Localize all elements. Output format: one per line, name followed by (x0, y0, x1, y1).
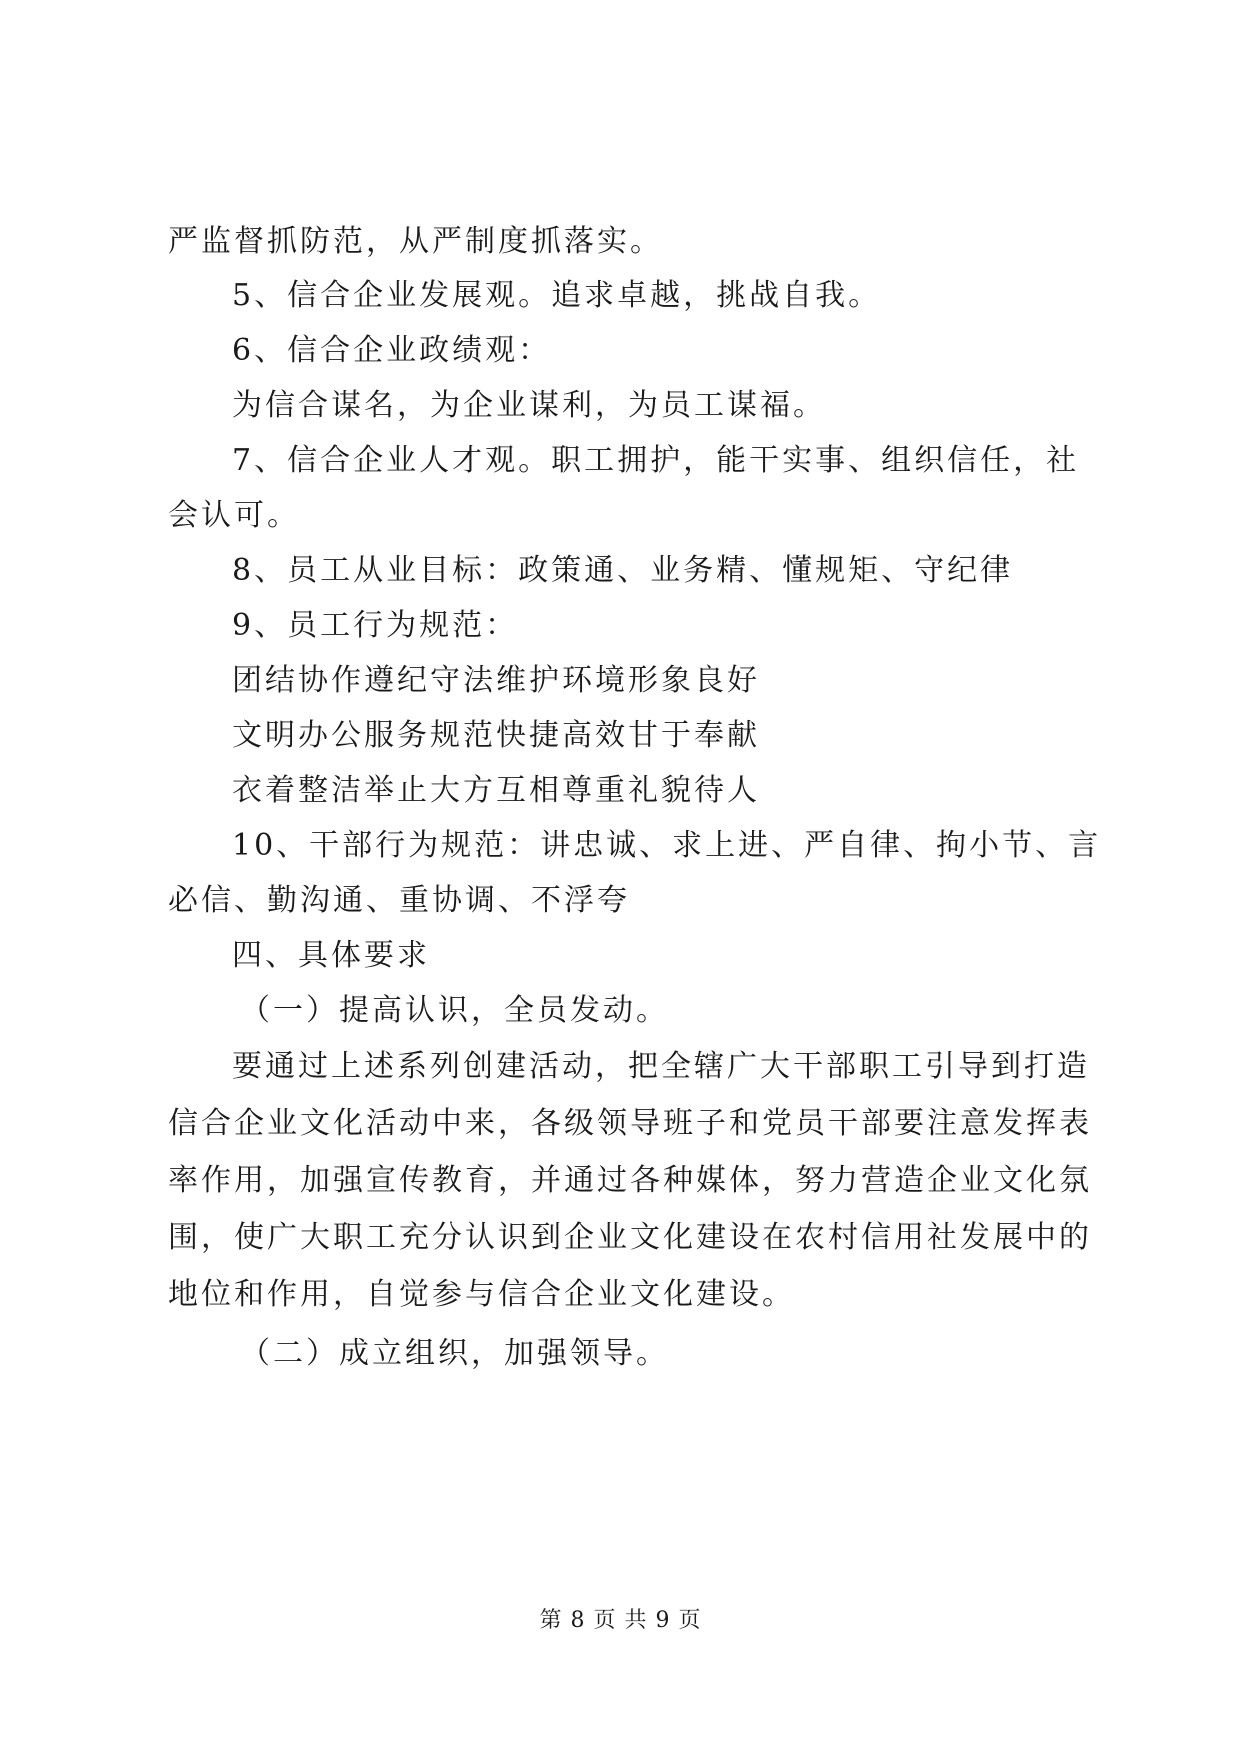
text-line-2: 5、信合企业发展观。追求卓越，挑战自我。 (232, 278, 882, 313)
text-line-5: 7、信合企业人才观。职工拥护，能干实事、组织信任，社 (232, 443, 1080, 478)
text-line-15: （一）提高认识，全员发动。 (240, 993, 669, 1028)
text-line-18: 率作用，加强宣传教育，并通过各种媒体，努力营造企业文化氛 (168, 1163, 1092, 1198)
text-line-12: 10、干部行为规范：讲忠诚、求上进、严自律、拘小节、言 (232, 828, 1102, 863)
text-line-13: 必信、勤沟通、重协调、不浮夸 (168, 883, 630, 918)
text-line-17: 信合企业文化活动中来，各级领导班子和党员干部要注意发挥表 (168, 1106, 1092, 1141)
text-line-9: 团结协作遵纪守法维护环境形象良好 (232, 663, 760, 698)
text-line-7: 8、员工从业目标：政策通、业务精、懂规矩、守纪律 (232, 553, 1014, 588)
text-line-11: 衣着整洁举止大方互相尊重礼貌待人 (232, 773, 760, 808)
text-line-1: 严监督抓防范，从严制度抓落实。 (168, 224, 663, 259)
text-line-6: 会认可。 (168, 498, 300, 533)
text-line-10: 文明办公服务规范快捷高效甘于奉献 (232, 718, 760, 753)
text-line-4: 为信合谋名，为企业谋利，为员工谋福。 (232, 388, 826, 423)
text-line-20: 地位和作用，自觉参与信合企业文化建设。 (168, 1277, 795, 1312)
text-line-14: 四、具体要求 (232, 938, 430, 973)
page-number-footer: 第 8 页 共 9 页 (539, 1608, 702, 1633)
text-line-8: 9、员工行为规范： (232, 608, 519, 643)
text-line-19: 围，使广大职工充分认识到企业文化建设在农村信用社发展中的 (168, 1220, 1092, 1255)
text-line-16: 要通过上述系列创建活动，把全辖广大干部职工引导到打造 (232, 1049, 1090, 1084)
text-line-21: （二）成立组织，加强领导。 (240, 1336, 669, 1371)
text-line-3: 6、信合企业政绩观： (232, 333, 552, 368)
